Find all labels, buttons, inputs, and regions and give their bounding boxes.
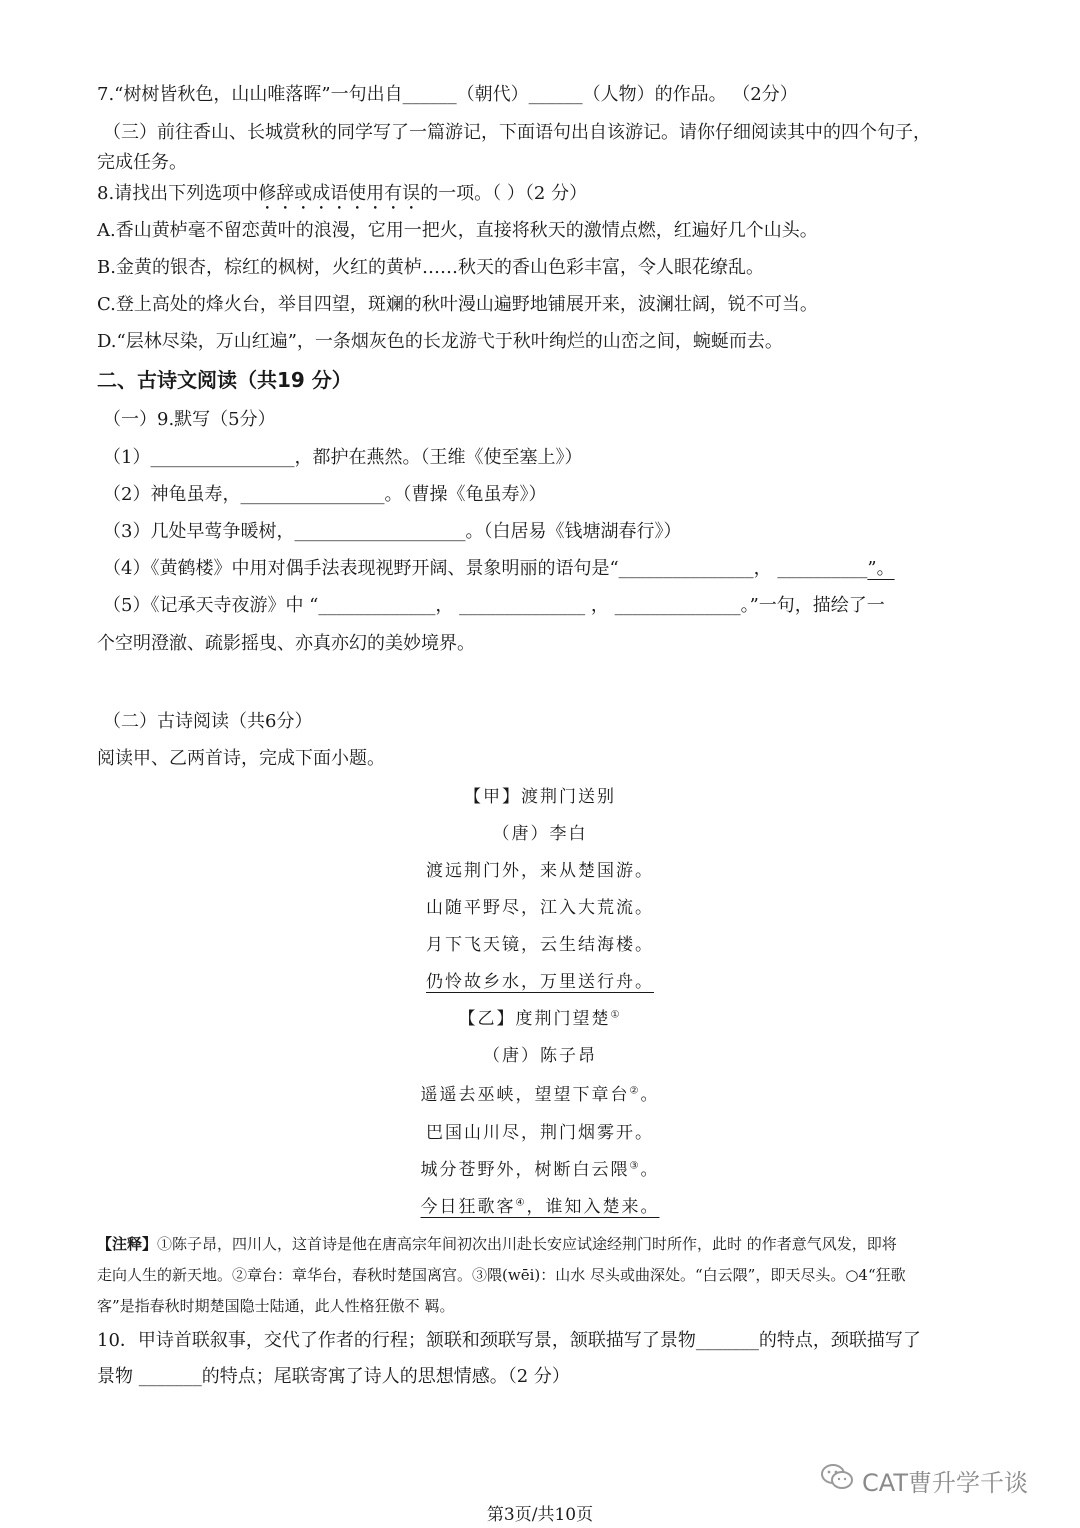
q10-text: 景物 <box>97 1366 139 1387</box>
q7-text: 7.“树树皆秋色，山山唯落晖”一句出自 <box>97 84 403 105</box>
poem-b-line <box>0 1157 1080 1183</box>
footnote-marker: ③ <box>629 1160 641 1172</box>
question-10-cont <box>97 1364 570 1390</box>
poem-a-line: 山随平野尽，江入大荒流。 <box>426 898 654 918</box>
item-text: ”。 <box>867 558 895 579</box>
poem-a-line: 月下飞天镜，云生结海楼。 <box>426 935 654 955</box>
poem-b-line-text: 。 <box>640 1085 660 1105</box>
wechat-icon <box>820 1462 854 1498</box>
option-b: B.金黄的银杏，棕红的枫树，火红的黄栌……秋天的香山色彩丰富，令人眼花缭乱。 <box>97 257 764 278</box>
section-3-intro-cont: 完成任务。 <box>97 152 187 173</box>
dictation-item-3 <box>103 519 681 545</box>
q7-text: （人物）的作品。 （2分） <box>582 84 798 105</box>
poem-a-line: 渡远荆门外，来从楚国游。 <box>426 861 654 881</box>
item-text: 《记承天寺夜游》中 “ <box>150 595 319 616</box>
footnote-marker: ① <box>610 1009 622 1021</box>
poem-b-line-text: 城分苍野外，树断白云隈 <box>420 1160 630 1180</box>
item-text: 。（白居易《钱塘湖春行》） <box>465 521 682 542</box>
q10-text: 的特点，颈联描写了 <box>758 1330 921 1351</box>
poem-b-title <box>0 1006 1080 1032</box>
poem-a-line-underlined <box>0 969 1080 995</box>
item-text: 神龟虽寿， <box>150 484 241 505</box>
poem-a-line-text: 仍怜故乡水，万里送行舟。 <box>426 972 654 992</box>
notes-line-1 <box>97 1233 897 1255</box>
poem-b-title-text: 【乙】度荆门望楚 <box>458 1009 611 1029</box>
poem-a-title: 【甲】渡荆门送别 <box>464 787 616 807</box>
poem-b-author: （唐）陈子昂 <box>483 1046 597 1066</box>
item-number: （5） <box>103 595 151 616</box>
answer-blank: _______ <box>138 1366 202 1387</box>
item-text: ， <box>753 558 778 579</box>
answer-blank: __________ <box>777 558 868 579</box>
poem-b-line-text: 今日狂歌客 <box>420 1197 516 1217</box>
watermark-text: CAT曹升学千谈 <box>862 1468 1028 1497</box>
poem-b-line-text: 。 <box>640 1160 660 1180</box>
item-number: （4） <box>103 558 151 579</box>
answer-blank: ________________ <box>240 484 385 505</box>
poem-b-line-underlined <box>0 1194 1080 1220</box>
answer-blank: ________________ <box>150 447 295 468</box>
item-text: 。（曹操《龟虽寿》） <box>384 484 547 505</box>
question-7 <box>97 82 798 108</box>
section-3-intro: （三）前往香山、长城赏秋的同学写了一篇游记，下面语句出自该游记。请你仔细阅读其中的四个句子， <box>103 122 931 143</box>
q8-emphasis: 修辞或成语使用有误 <box>258 183 421 204</box>
answer-blank: _____________ <box>318 595 436 616</box>
q10-text: 10．甲诗首联叙事，交代了作者的行程；颔联和颈联写景，颔联描写了景物 <box>97 1330 696 1351</box>
answer-blank: _______ <box>695 1330 759 1351</box>
poem-instruction: 阅读甲、乙两首诗，完成下面小题。 <box>97 748 385 769</box>
q7-text: （朝代） <box>456 84 529 105</box>
notes-label: 【注释】 <box>97 1235 158 1253</box>
notes-line-3: 客”是指春秋时期楚国隐士陆通，此人性格狂傲不 羁。 <box>97 1297 455 1315</box>
dictation-item-1 <box>103 445 582 471</box>
answer-blank: _______________ <box>618 558 754 579</box>
poem-b-line: 巴国山川尽，荆门烟雾开。 <box>426 1123 654 1143</box>
answer-blank: ______________ <box>459 595 586 616</box>
poem-b-line <box>0 1082 1080 1108</box>
poem-a-author: （唐）李白 <box>492 824 588 844</box>
watermark <box>820 1462 1028 1498</box>
item-text: ， <box>435 595 460 616</box>
dictation-item-5 <box>103 593 885 619</box>
footnote-marker: ④ <box>515 1197 527 1209</box>
question-8 <box>97 181 587 214</box>
q8-text: 的一项。（ ）（2 分） <box>420 183 588 204</box>
item-text: ， <box>585 595 615 616</box>
item-number: （3） <box>103 521 151 542</box>
dictation-item-5-cont: 个空明澄澈、疏影摇曳、亦真亦幻的美妙境界。 <box>97 633 475 654</box>
question-10 <box>97 1328 921 1354</box>
q10-text: 的特点；尾联寄寓了诗人的思想情感。（2 分） <box>201 1366 570 1387</box>
option-c: C.登上高处的烽火台，举目四望，斑斓的秋叶漫山遍野地铺展开来，波澜壮阔，锐不可当。 <box>97 294 818 315</box>
notes-line-2: 走向人生的新天地。②章台：章华台，春秋时楚国离宫。③隈(wēi)：山水 尽头或曲深处。“白云隈”，即天尽头。○4“狂歌 <box>97 1266 906 1284</box>
dictation-item-2 <box>103 482 546 508</box>
dictation-header: （一）9.默写（5分） <box>103 409 276 430</box>
item-number: （1） <box>103 447 151 468</box>
page-number: 第3页/共10页 <box>486 1505 594 1525</box>
option-a: A.香山黄栌毫不留恋黄叶的浪漫，它用一把火，直接将秋天的激情点燃，红遍好几个山头。 <box>97 220 818 241</box>
answer-blank: ___________________ <box>294 521 466 542</box>
item-text: 几处早莺争暖树， <box>150 521 295 542</box>
dictation-item-4 <box>103 556 895 582</box>
item-text: 。”一句，描绘了一 <box>740 595 885 616</box>
q8-text: 8.请找出下列选项中 <box>97 183 259 204</box>
answer-blank: ______ <box>402 84 457 105</box>
item-text: ，都护在燕然。（王维《使至塞上》） <box>294 447 583 468</box>
option-d: D.“层林尽染，万山红遍”，一条烟灰色的长龙游弋于秋叶绚烂的山峦之间，蜿蜒而去。 <box>97 331 783 352</box>
notes-text: ①陈子昂，四川人，这首诗是他在唐高宗年间初次出川赴长安应试途经荆门时所作，此时 的作者意气风发，即将 <box>157 1235 897 1253</box>
poem-b-line-text: ，谁知入楚来。 <box>526 1197 660 1217</box>
item-number: （2） <box>103 484 151 505</box>
poem-b-line-text: 遥遥去巫峡，望望下章台 <box>420 1085 630 1105</box>
answer-blank: ______ <box>528 84 583 105</box>
poem-section-header: （二）古诗阅读（共6分） <box>103 711 313 732</box>
footnote-marker: ② <box>629 1085 641 1097</box>
part-2-heading: 二、古诗文阅读（共19 分） <box>97 368 352 392</box>
answer-blank: ______________ <box>614 595 741 616</box>
item-text: 《黄鹤楼》中用对偶手法表现视野开阔、景象明丽的语句是“ <box>150 558 619 579</box>
